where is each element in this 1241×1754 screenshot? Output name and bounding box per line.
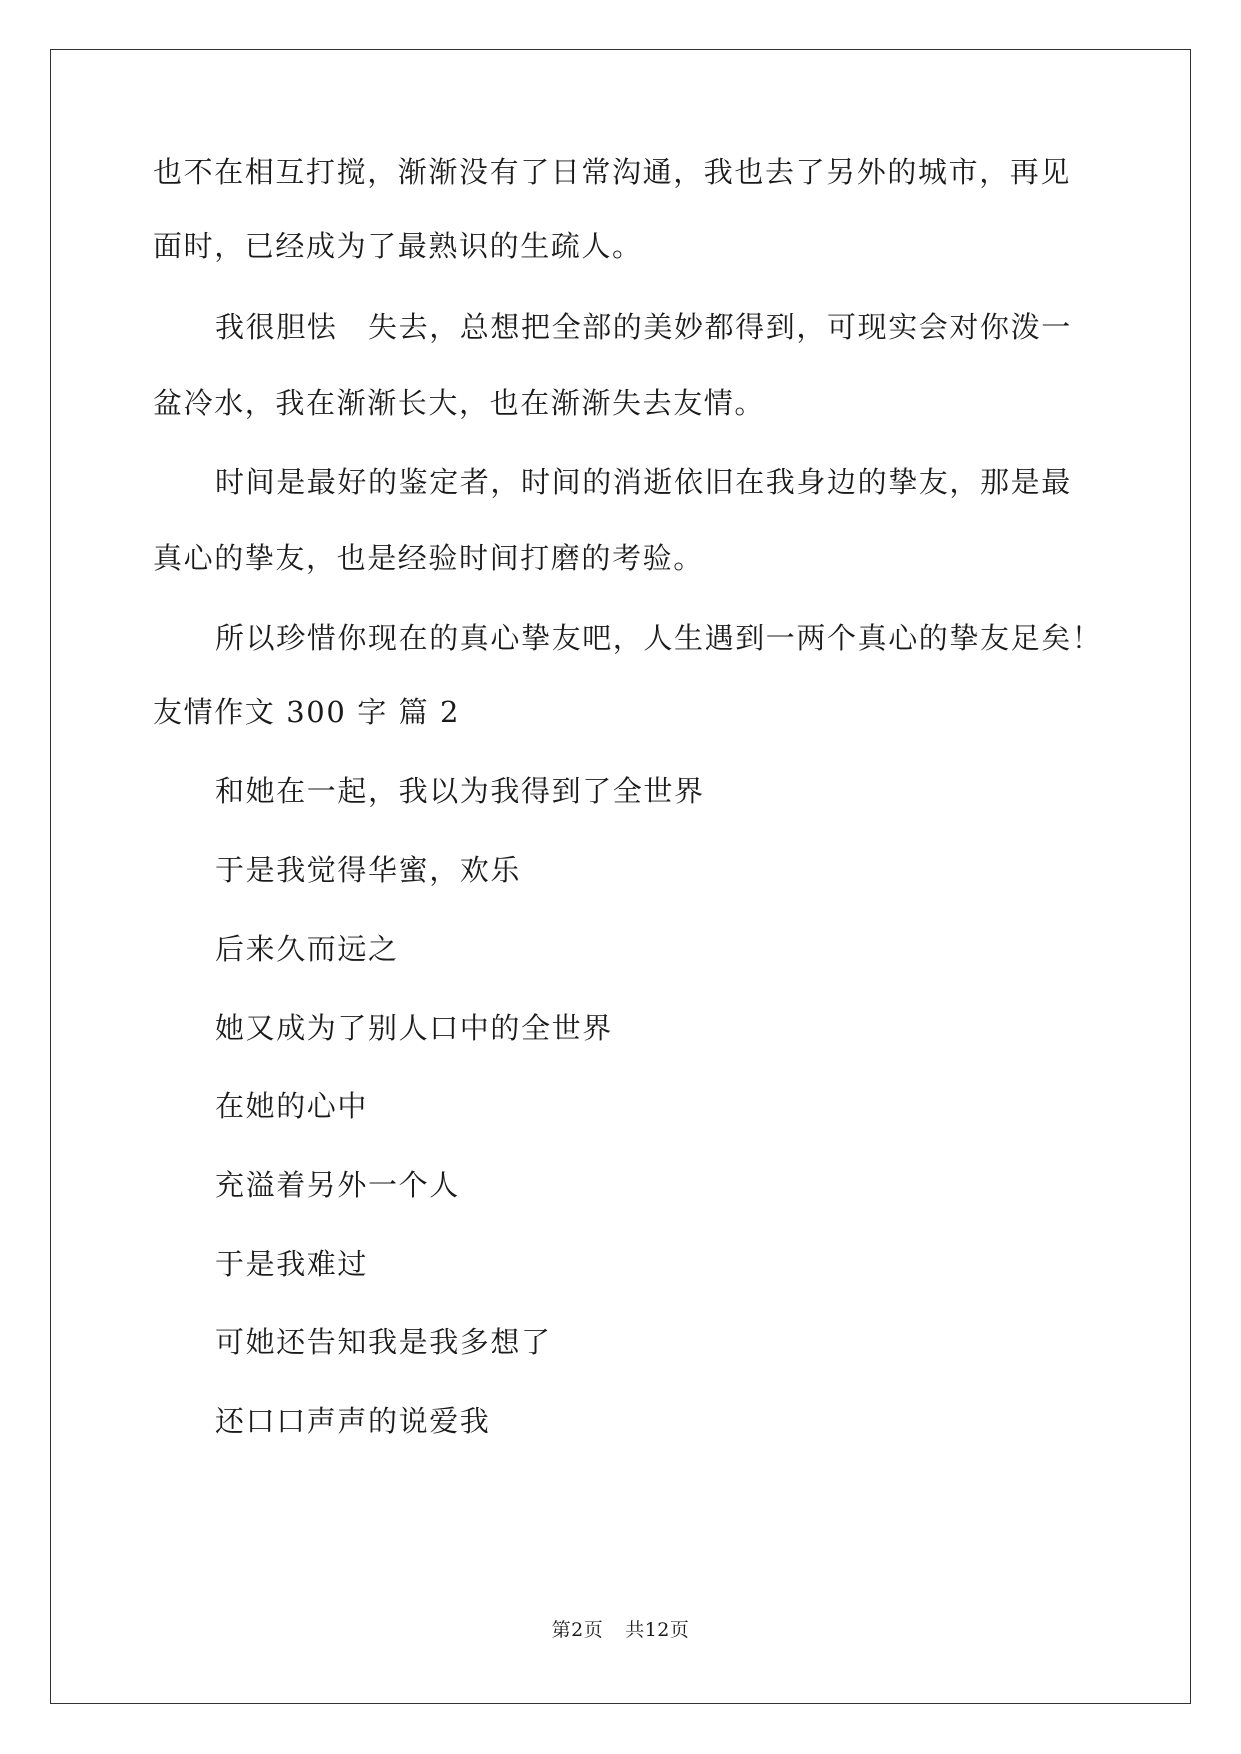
text-line: 还口口声声的说爱我 xyxy=(215,1404,491,1438)
text-line: 面时，已经成为了最熟识的生疏人。 xyxy=(153,229,643,263)
text-line: 所以珍惜你现在的真心挚友吧，人生遇到一两个真心的挚友足矣！ xyxy=(215,621,1103,655)
text-line: 于是我觉得华蜜，欢乐 xyxy=(215,853,522,887)
text-line: 可她还告知我是我多想了 xyxy=(215,1325,552,1359)
text-line: 后来久而远之 xyxy=(215,932,399,966)
text-line: 我很胆怯 失去，总想把全部的美妙都得到，可现实会对你泼一 xyxy=(215,310,1072,344)
page-footer xyxy=(0,1618,1241,1642)
text-line: 在她的心中 xyxy=(215,1089,369,1123)
text-line: 于是我难过 xyxy=(215,1247,369,1281)
text-line: 和她在一起，我以为我得到了全世界 xyxy=(215,774,705,808)
text-line: 盆冷水，我在渐渐长大，也在渐渐失去友情。 xyxy=(153,386,766,420)
page-number: 第2页 xyxy=(551,1619,604,1641)
text-line: 真心的挚友，也是经验时间打磨的考验。 xyxy=(153,541,704,575)
section-heading: 友情作文 300 字 篇 2 xyxy=(153,695,461,729)
text-line: 她又成为了别人口中的全世界 xyxy=(215,1011,613,1045)
text-line: 也不在相互打搅，渐渐没有了日常沟通，我也去了另外的城市，再见 xyxy=(153,155,1072,189)
page-total: 共12页 xyxy=(625,1619,690,1641)
text-line: 时间是最好的鉴定者，时间的消逝依旧在我身边的挚友，那是最 xyxy=(215,465,1072,499)
text-line: 充溢着另外一个人 xyxy=(215,1168,460,1202)
